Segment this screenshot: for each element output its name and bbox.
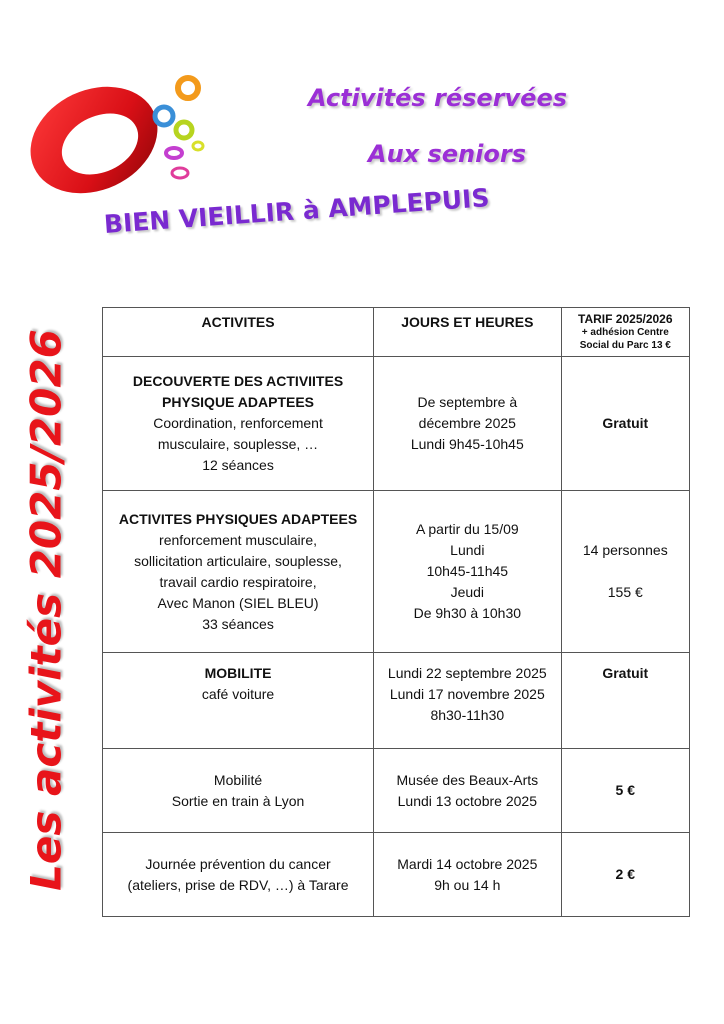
table-row [103,749,690,833]
activity-line: 33 séances [202,615,274,632]
activity-line: sollicitation articulaire, souplesse, [134,552,342,569]
activity-cell [103,491,374,653]
schedule-line: A partir du 15/09 [415,521,519,537]
table-row [103,357,690,491]
schedule-line: Lundi 22 septembre 2025 [387,665,547,681]
activity-cell [103,653,374,749]
activity-line: Sortie en train à Lyon [171,792,305,809]
table-header-row [103,308,690,357]
schedule-line: De 9h30 à 10h30 [413,605,522,621]
schedule-line: décembre 2025 [418,415,516,431]
activity-line: Journée prévention du cancer [145,855,331,872]
schedule-line: Lundi 17 novembre 2025 [389,686,545,702]
price-cell [561,653,689,749]
schedule-cell [374,491,562,653]
activity-cell [103,833,374,917]
schedule-cell [374,357,562,491]
activities-table [102,307,690,917]
header-activities: ACTIVITES [103,308,374,357]
logo [14,70,214,210]
schedule-line: Lundi [450,542,485,558]
price-cell [561,833,689,917]
activity-line: Mobilité [213,771,263,788]
activity-title: ACTIVITES PHYSIQUES ADAPTEES [118,510,358,527]
activity-line: travail cardio respiratoire, [159,573,317,590]
schedule-line: 10h45-11h45 [426,563,509,579]
schedule-line: 9h ou 14 h [434,876,501,893]
table-row [103,491,690,653]
schedule-cell [374,653,562,749]
price-capacity: 14 personnes [582,542,668,558]
schedule-cell [374,833,562,917]
activity-line: musculaire, souplesse, … [157,436,319,452]
table-row [103,653,690,749]
header-tarif-note-2: Social du Parc 13 € [579,340,671,351]
price-value: Gratuit [602,665,649,681]
table-row [103,833,690,917]
price-value: 5 € [615,782,636,798]
header-tarif [561,308,689,357]
activity-line: renforcement musculaire, [159,531,317,548]
spacer [566,561,685,582]
schedule-cell [374,749,562,833]
schedule-line: 8h30-11h30 [430,707,505,723]
schedule-line: Mardi 14 octobre 2025 [397,855,538,872]
activity-line: Coordination, renforcement [153,415,323,431]
activity-line: café voiture [201,686,275,702]
header-title-line3: BIEN VIEILLIR à AMPLEPUIS [102,183,491,239]
header-title-line2: Aux seniors [368,140,526,168]
side-title-text: Les activités 2025/2026 [21,329,71,891]
price-value: 2 € [615,866,636,882]
header-tarif-title: TARIF 2025/2026 [578,312,673,326]
header-tarif-note-1: + adhésion Centre [581,327,669,338]
schedule-line: Jeudi [450,584,485,600]
price-value: Gratuit [602,415,649,431]
activity-title: PHYSIQUE ADAPTEES [162,394,315,410]
schedule-line: De septembre à [417,394,518,410]
activity-line: Avec Manon (SIEL BLEU) [157,594,319,611]
header-title-line1: Activités réservées [308,84,568,112]
activity-line: (ateliers, prise de RDV, …) à Tarare [127,876,349,893]
activity-cell [103,749,374,833]
schedule-line: Musée des Beaux-Arts [396,771,539,788]
header-schedule: JOURS ET HEURES [374,308,562,357]
price-value: 155 € [607,584,643,600]
price-cell [561,357,689,491]
activity-title: MOBILITE [204,665,272,681]
schedule-line: Lundi 13 octobre 2025 [397,792,537,809]
price-cell [561,491,689,653]
activity-cell [103,357,374,491]
price-cell [561,749,689,833]
schedule-line: Lundi 9h45-10h45 [410,436,524,452]
activity-title: DECOUVERTE DES ACTIVIITES [132,373,344,389]
activity-line: 12 séances [202,457,274,473]
